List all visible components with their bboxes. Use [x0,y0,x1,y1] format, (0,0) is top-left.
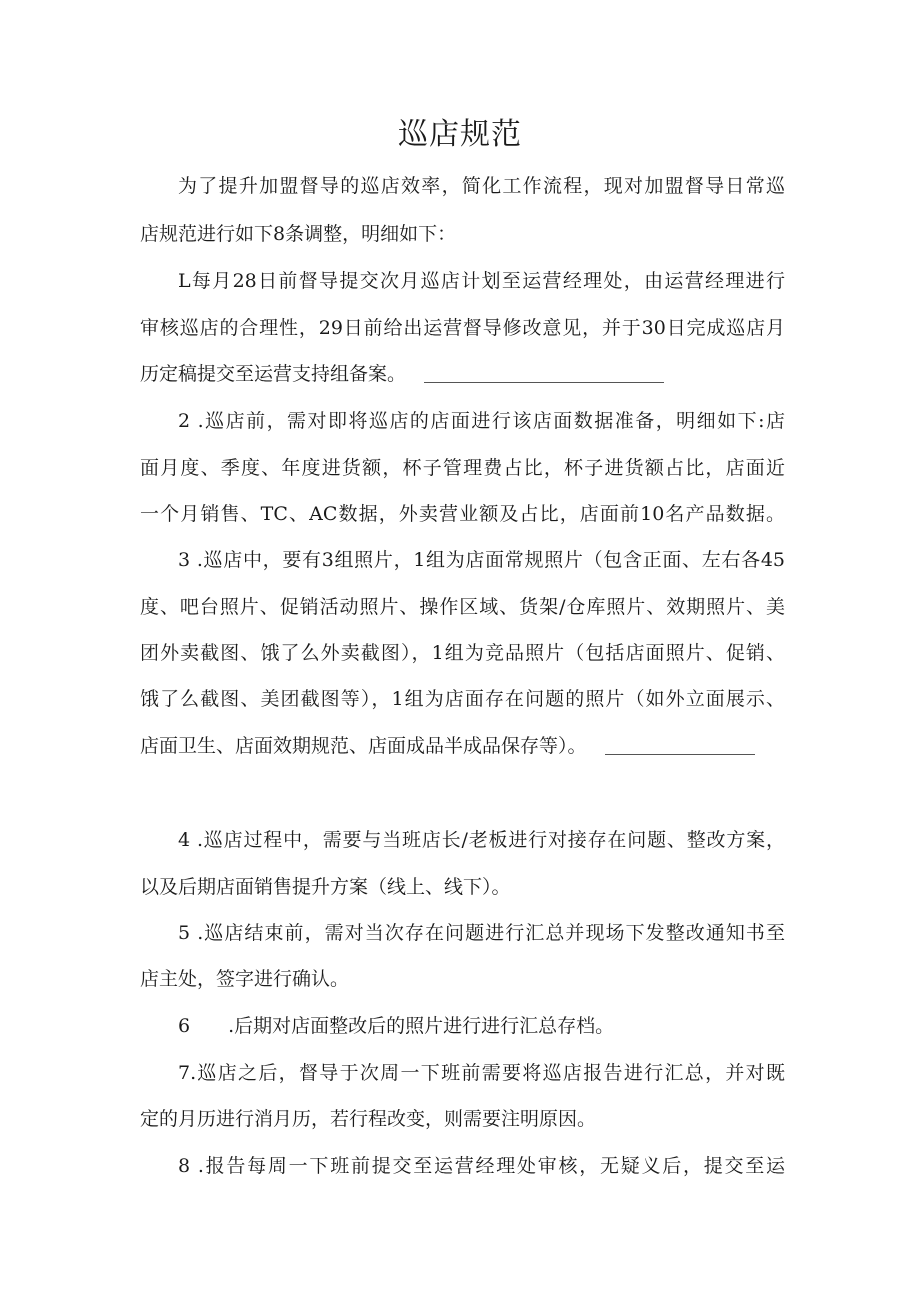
item-3-line-1: 3 .巡店中，要有3组照片，1组为店面常规照片（包含正面、左右各45 [178,549,785,571]
item-7-line-2: 定的月历进行消月历，若行程改变，则需要注明原因。 [140,1108,597,1130]
item-3-line-2: 度、吧台照片、促销活动照片、操作区域、货架/仓库照片、效期照片、美 [140,596,785,618]
item-6-line-1: 6 .后期对店面整改后的照片进行进行汇总存档。 [178,1015,615,1037]
item-5-line-1: 5 .巡店结束前，需对当次存在问题进行汇总并现场下发整改通知书至 [178,922,785,944]
item-2-line-2: 面月度、季度、年度进货额，杯子管理费占比，杯子进货额占比，店面近 [140,457,785,479]
item-3-line-3: 团外卖截图、饿了么外卖截图），1组为竞品照片（包括店面照片、促销、 [140,642,785,664]
item-3-line-5-text: 店面卫生、店面效期规范、店面成品半成品保存等）。 [140,735,587,757]
item-5-line-2: 店主处，签字进行确认。 [140,968,350,990]
item-1-line-2: 审核巡店的合理性，29日前给出运营督导修改意见，并于30日完成巡店月 [140,317,785,339]
fill-in-blank-line [424,368,664,383]
item-1-line-3-text: 历定稿提交至运营支持组备案。 [140,363,407,385]
item-3-line-4: 饿了么截图、美团截图等），1组为店面存在问题的照片（如外立面展示、 [140,688,785,710]
item-2-line-1: 2 .巡店前，需对即将巡店的店面进行该店面数据准备，明细如下:店 [178,410,785,432]
item-8-line-1: 8 .报告每周一下班前提交至运营经理处审核，无疑义后，提交至运 [178,1155,785,1177]
document-title: 巡店规范 [398,117,522,152]
item-2-line-3: 一个月销售、TC、AC数据，外卖营业额及占比，店面前10名产品数据。 [140,503,785,525]
intro-line-1: 为了提升加盟督导的巡店效率，简化工作流程，现对加盟督导日常巡 [178,175,785,197]
item-4-line-2: 以及后期店面销售提升方案（线上、线下）。 [140,876,511,898]
fill-in-blank-line [605,740,755,755]
intro-line-2: 店规范进行如下8条调整，明细如下： [140,223,457,245]
item-4-line-1: 4 .巡店过程中，需要与当班店长/老板进行对接存在问题、整改方案， [178,829,785,851]
item-3-line-5 [140,731,785,761]
item-1-line-3 [140,359,785,389]
item-7-line-1: 7.巡店之后，督导于次周一下班前需要将巡店报告进行汇总，并对既 [178,1062,785,1084]
item-1-line-1: L每月28日前督导提交次月巡店计划至运营经理处，由运营经理进行 [178,270,785,292]
